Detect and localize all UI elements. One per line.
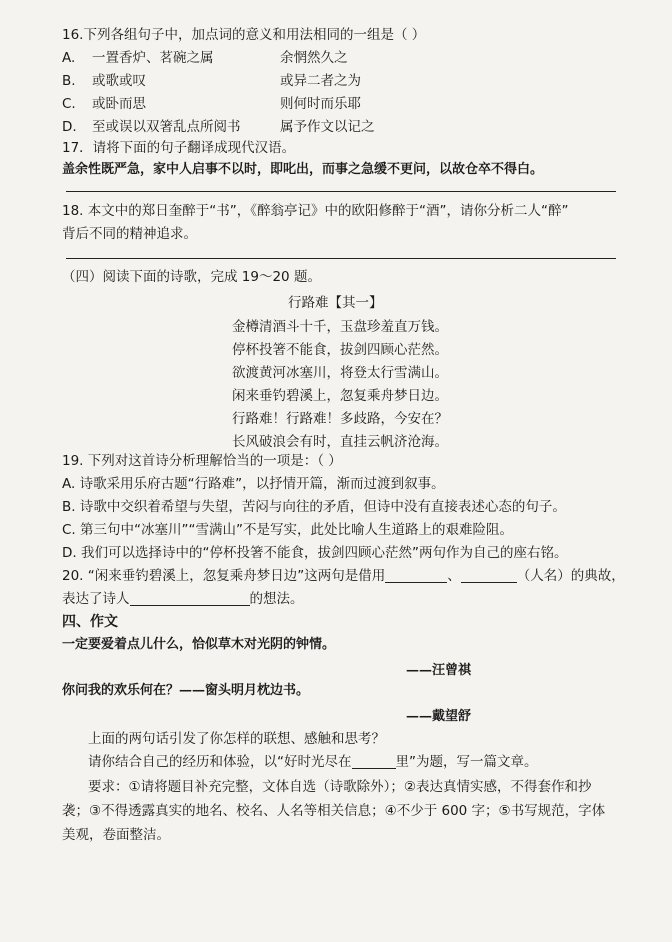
q17-sentence: 盖余性既严急，家中人启事不以时，即叱出，而事之急缓不更问，以故仓卒不得白。	[62, 162, 544, 177]
q20-line1	[62, 567, 625, 585]
essay-author-2: ——戴望舒	[406, 709, 472, 724]
q16-option-a-label: A.	[62, 50, 76, 66]
q18-line2: 背后不同的精神追求。	[62, 226, 197, 242]
essay-prompt-1: 上面的两句话引发了你怎样的联想、感触和思考？	[88, 731, 385, 747]
q20-part4: 的想法。	[249, 591, 304, 607]
q16-option-b-left: 或歌或叹	[92, 73, 146, 89]
q16-option-b-right: 或异二者之为	[280, 73, 361, 89]
q20-blank-2[interactable]	[461, 568, 517, 583]
q18-answer-line	[66, 258, 616, 259]
poem-line-5: 行路难！行路难！多歧路，今安在？	[232, 411, 448, 427]
q20-separator: 、	[447, 568, 461, 584]
q18-line1: 18. 本文中的郑日奎醉于“书”，《醉翁亭记》中的欧阳修醉于“酒”，请你分析二人“醉”	[62, 203, 569, 219]
essay-requirement-3: 美观，卷面整洁。	[62, 827, 170, 843]
essay-quote-2: 你问我的欢乐何在？——窗头明月枕边书。	[62, 683, 310, 698]
q16-option-c-left: 或卧而思	[92, 96, 146, 112]
q19-stem: 19. 下列对这首诗分析理解恰当的一项是：（ ）	[62, 453, 342, 469]
poem-line-1: 金樽清酒斗十千，玉盘珍羞直万钱。	[232, 319, 448, 335]
poem-line-3: 欲渡黄河冰塞川，将登太行雪满山。	[232, 365, 448, 381]
q20-part1: 20. “闲来垂钓碧溪上，忽复乘舟梦日边”这两句是借用	[62, 568, 386, 584]
q19-option-b: B. 诗歌中交织着希望与失望，苦闷与向往的矛盾，但诗中没有直接表述心态的句子。	[62, 499, 566, 515]
q16-option-a-left: 一置香炉、茗碗之属	[92, 50, 214, 66]
q19-option-a: A. 诗歌采用乐府古题“行路难”，以抒情开篇，渐而过渡到叙事。	[62, 476, 445, 492]
essay-author-1: ——汪曾祺	[406, 663, 472, 678]
q16-option-b-label: B.	[62, 73, 76, 89]
essay-title-blank[interactable]	[352, 754, 396, 769]
q19-option-d: D. 我们可以选择诗中的“停杯投箸不能食，拔剑四顾心茫然”两句作为自己的座右铭。	[62, 545, 568, 561]
q20-blank-3[interactable]	[130, 591, 250, 606]
q20-blank-1[interactable]	[385, 568, 447, 583]
q16-option-a-right: 余惘然久之	[280, 50, 348, 66]
q20-part2: （人名）的典故，	[516, 568, 625, 584]
essay-prompt-2b: 里”为题，写一篇文章。	[395, 754, 538, 770]
essay-prompt-2	[88, 753, 538, 771]
q17-answer-line	[66, 191, 616, 192]
poem-line-4: 闲来垂钓碧溪上，忽复乘舟梦日边。	[232, 388, 448, 404]
essay-requirement-1: 要求：①请将题目补充完整，文体自选（诗歌除外）；②表达真情实感，不得套作和抄	[88, 779, 592, 795]
q16-option-c-label: C.	[62, 96, 76, 112]
essay-prompt-2a: 请你结合自己的经历和体验，以“好时光尽在	[88, 754, 352, 770]
q16-option-c-right: 则何时而乐耶	[280, 96, 361, 112]
q20-part3: 表达了诗人	[62, 591, 130, 607]
q16-stem: 16.下列各组句子中，加点词的意义和用法相同的一组是（ ）	[62, 27, 426, 43]
poem-title: 行路难【其一】	[288, 295, 383, 311]
section4-intro: （四）阅读下面的诗歌，完成 19～20 题。	[62, 269, 321, 285]
essay-quote-1: 一定要爱着点儿什么，恰似草木对光阴的钟情。	[62, 637, 336, 652]
q16-option-d-left: 至或误以双箸乱点所阅书	[92, 119, 241, 135]
essay-heading: 四、作文	[62, 614, 118, 630]
poem-line-2: 停杯投箸不能食，拔剑四顾心茫然。	[232, 342, 448, 358]
essay-requirement-2: 袭；③不得透露真实的地名、校名、人名等相关信息；④不少于 600 字；⑤书写规范，字体	[62, 803, 606, 819]
q16-option-d-label: D.	[62, 119, 77, 135]
q19-option-c: C. 第三句中“冰塞川”“雪满山”不是写实，此处比喻人生道路上的艰难险阻。	[62, 522, 513, 538]
q20-line2	[62, 590, 304, 608]
q17-stem: 17．请将下面的句子翻译成现代汉语。	[62, 140, 296, 156]
q16-option-d-right: 属予作文以记之	[280, 119, 375, 135]
poem-line-6: 长风破浪会有时，直挂云帆济沧海。	[232, 434, 448, 450]
